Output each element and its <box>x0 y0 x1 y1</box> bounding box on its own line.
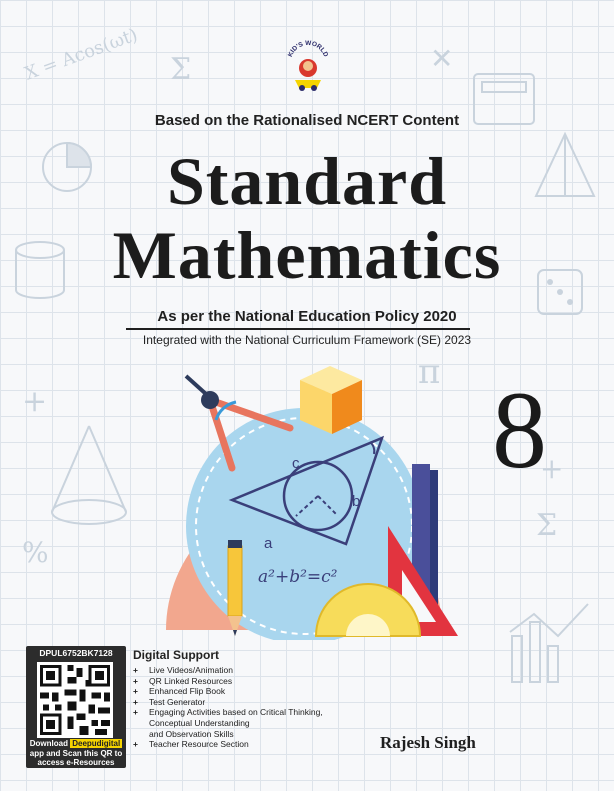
policy-underline <box>126 328 470 330</box>
qr-access-code: DPUL6752BK7128 <box>39 648 113 658</box>
author-name: Rajesh Singh <box>380 733 476 752</box>
publisher-logo-text: KID'S WORLD <box>287 40 329 59</box>
cube-icon <box>300 366 362 434</box>
pythagoras-formula: a²+b²=c² <box>258 567 338 587</box>
pencil-icon <box>228 540 242 636</box>
qr-code-icon[interactable] <box>37 662 113 738</box>
support-item: + Live Videos/Animation <box>133 665 333 676</box>
doodle-plus-icon-2: + <box>540 452 564 485</box>
digital-support-list <box>133 665 333 750</box>
support-item: + Test Generator <box>133 697 333 708</box>
publisher-logo <box>287 40 329 94</box>
support-item: + Teacher Resource Section <box>133 739 333 750</box>
support-item-continuation: and Observation Skills <box>149 728 234 739</box>
book-title-line-2: Mathematics <box>112 217 502 293</box>
support-item: + QR Linked Resources <box>133 676 333 687</box>
support-item: + Engaging Activities based on Critical Thinking, Conceptual Understanding <box>133 707 333 728</box>
qr-app-name: Deepudigital <box>72 739 121 748</box>
digital-support-title: Digital Support <box>133 648 219 662</box>
grade-number: 8 <box>492 369 547 491</box>
side-label-b: b <box>352 493 361 510</box>
doodle-pi-icon: π <box>418 352 441 392</box>
qr-caption-rest: app and Scan this QR to access e-Resources <box>29 748 123 767</box>
doodle-sigma-icon-2: Σ <box>536 508 558 543</box>
side-label-a: a <box>264 535 273 552</box>
doodle-cone-icon <box>44 420 134 530</box>
framework-subtitle: Integrated with the National Curriculum Framework (SE) 2023 <box>142 333 472 347</box>
doodle-plus-icon: + <box>22 384 48 419</box>
policy-subtitle: As per the National Education Policy 2020 <box>157 308 457 325</box>
doodle-sigma-icon: Σ <box>170 52 192 87</box>
doodle-bar-chart-icon <box>504 596 600 686</box>
book-title-line-1: Standard <box>166 143 448 219</box>
qr-caption <box>26 739 126 768</box>
svg-text:KID'S WORLD <box>287 40 329 58</box>
qr-caption-prefix: Download <box>29 739 71 748</box>
geometry-illustration <box>150 360 470 640</box>
content-basis-subtitle: Based on the Rationalised NCERT Content <box>154 112 460 129</box>
side-label-c: c <box>292 455 300 472</box>
support-item: + Enhanced Flip Book <box>133 686 333 697</box>
doodle-percent-icon: % <box>22 536 49 569</box>
doodle-formula-text: X = Acos(ωt) <box>21 24 141 85</box>
doodle-x-icon: ✕ <box>430 42 454 75</box>
